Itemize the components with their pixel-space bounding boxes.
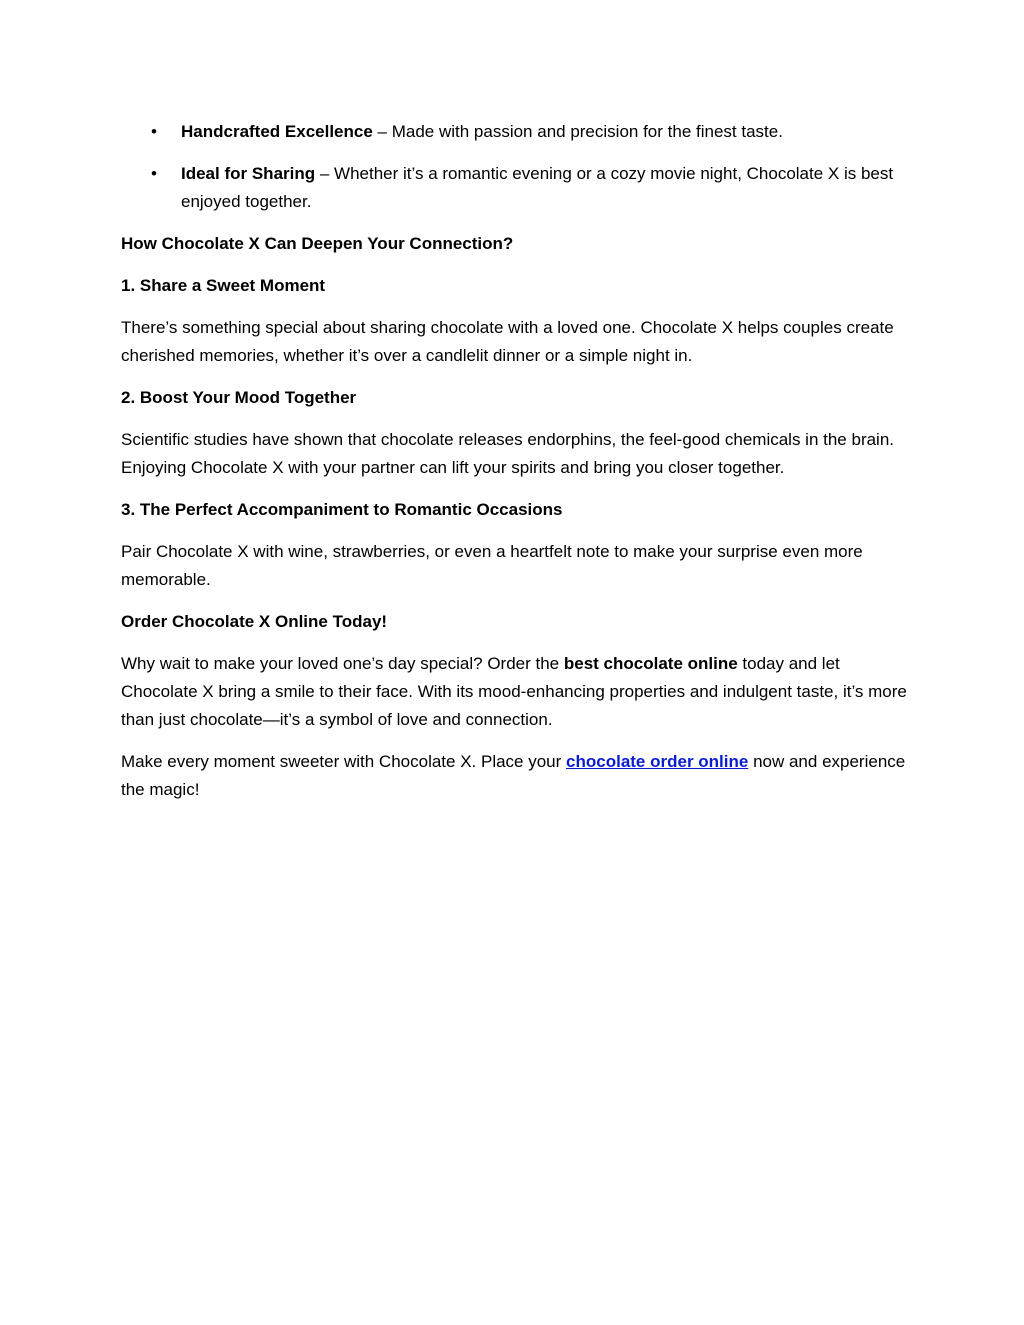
feature-list (121, 118, 907, 216)
order-paragraph (121, 650, 907, 734)
list-item-title: Handcrafted Excellence (181, 122, 373, 141)
subsection-body-3: Pair Chocolate X with wine, strawberries, or even a heartfelt note to make your surprise even more memorable. (121, 542, 863, 589)
list-item (121, 118, 907, 146)
bullet-icon: • (151, 122, 157, 141)
document-page (121, 118, 907, 818)
section-heading: How Chocolate X Can Deepen Your Connection? (121, 234, 514, 253)
list-item-title: Ideal for Sharing (181, 164, 316, 183)
order-text-before: Why wait to make your loved one’s day special? Order the (121, 654, 564, 673)
chocolate-order-online-link[interactable]: chocolate order online (566, 752, 749, 771)
order-heading: Order Chocolate X Online Today! (121, 612, 388, 631)
subsection-body-2: Scientific studies have shown that chocolate releases endorphins, the feel-good chemicals in the brain. Enjoying Chocolate X with your partner can lift your spirits and bring you closer together. (121, 430, 895, 477)
closing-text-before: Make every moment sweeter with Chocolate X. Place your (121, 752, 567, 771)
list-item (121, 160, 907, 216)
closing-paragraph (121, 748, 907, 804)
order-text-after: today and let Chocolate X bring a smile to their face. With its mood-enhancing properties and indulgent taste, it’s more than just chocolate—it’s a symbol of love and connection. (121, 654, 907, 729)
subsection-heading-3: 3. The Perfect Accompaniment to Romantic Occasions (121, 500, 563, 519)
bullet-icon: • (151, 164, 157, 183)
list-item-text: – Whether it’s a romantic evening or a cozy movie night, Chocolate X is best enjoyed together. (181, 164, 894, 211)
subsection-heading-1: 1. Share a Sweet Moment (121, 276, 326, 295)
closing-text-after: now and experience the magic! (121, 752, 906, 799)
subsection-body-1: There’s something special about sharing chocolate with a loved one. Chocolate X helps couples create cherished memories, whether it’s over a candlelit dinner or a simple night in. (121, 318, 894, 365)
list-item-text: – Made with passion and precision for the finest taste. (372, 122, 783, 141)
subsection-heading-2: 2. Boost Your Mood Together (121, 388, 357, 407)
order-bold-phrase: best chocolate online (563, 654, 738, 673)
